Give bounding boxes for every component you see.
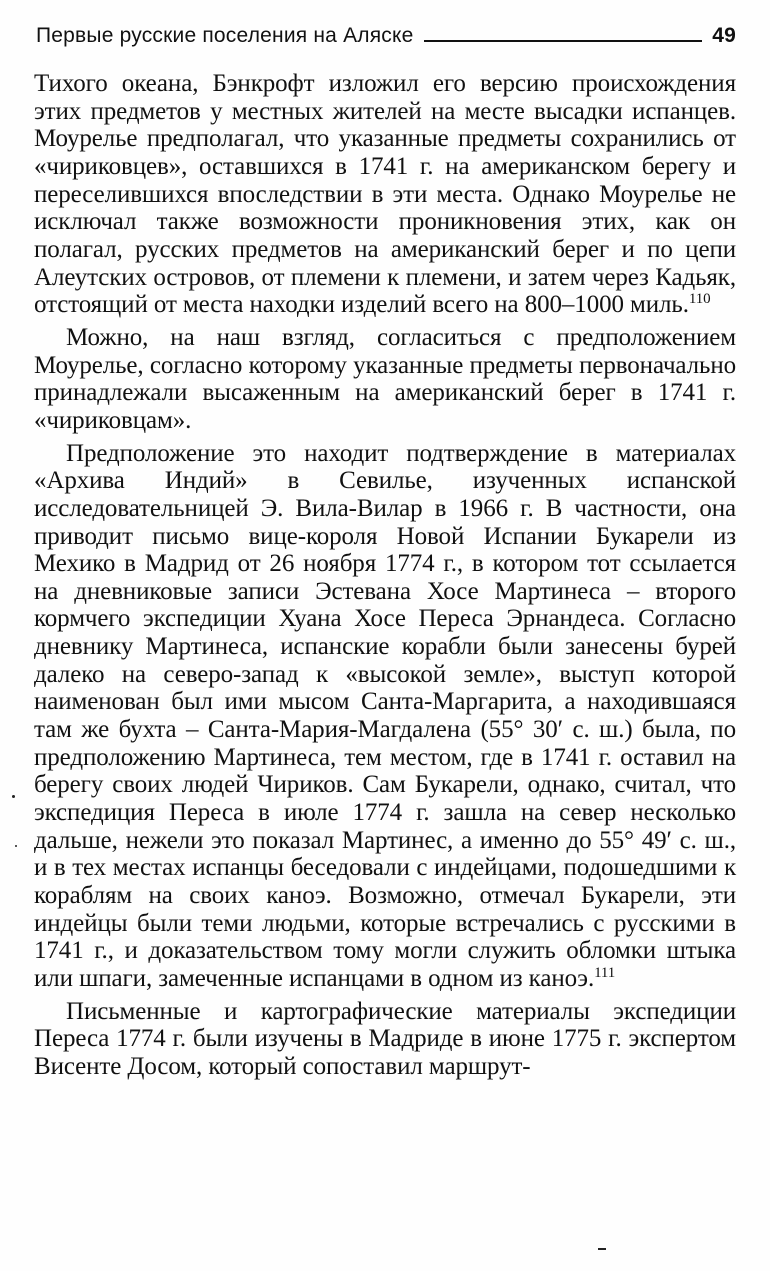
paragraph-text: Предположение это находит подтверждение в материалах «Архива Индий» в Севилье, изученных испанской исследовательницей Э. Вила-Вилар в 1966 г. В частности, она приводит письмо вице-короля Новой Испании Букарели из Мехико в Мадрид от 26 ноября 1774 г., в котором тот ссылается на дневниковые записи Эстевана Хосе Мартинеса – второго кормчего экспедиции Хуана Хосе Переса Эрнандеса. Согласно дневнику Мартинеса, испанские корабли были занесены бурей далеко на северо-запад к «высокой земле», выступ которой наименован был ими мысом Санта-Маргарита, а находившаяся там же бухта – Санта-Мария-Магдалена (55° 30′ с. ш.) была, по предположению Мартинеса, тем местом, где в 1741 г. оставил на берегу своих людей Чириков. Сам Букарели, однако, считал, что экспедиция Переса в июле 1774 г. зашла на север несколько дальше, нежели это показал Мартинес, а именно до 55° 49′ с. ш., и в тех местах испанцы беседовали с индейцами, подошедшими к кораблям на своих каноэ. Возможно, отмечал Букарели, эти индейцы были теми людьми, которые встречались с русскими в 1741 г., и доказательством тому могли служить обломки штыка или шпаги, замеченные испанцами в одном из каноэ. xyxy=(34,439,736,992)
paragraph-text: Тихого океана, Бэнкрофт изложил его версию происхождения этих предметов у местных жителей на месте высадки испанцев. Моурелье предполагал, что указанные предметы сохранились от «чириковцев», оставшихся в 1741 г. на американском берегу и переселившихся впоследствии в эти места. Однако Моурелье не исключал также возможности проникновения этих, как он полагал, русских предметов на американский берег и по цепи Алеутских островов, от племени к племени, и затем через Кадьяк, отстоящий от места находки изделий всего на 800–1000 миль. xyxy=(34,70,736,319)
paragraph-continued xyxy=(34,70,736,319)
header-rule xyxy=(424,40,703,42)
paragraph xyxy=(34,324,736,435)
paragraph-text: Можно, на наш взгляд, согласиться с предположением Моурелье, согласно которому указанные предметы первоначально принадлежали высаженным на американский берег в 1741 г. «чириковцам». xyxy=(34,323,736,434)
footnote-ref: 111 xyxy=(594,965,616,981)
paragraph-text: Письменные и картографические материалы экспедиции Переса 1774 г. были изучены в Мадриде в июне 1775 г. экспертом Висенте Досом, который сопоставил маршрут- xyxy=(34,997,736,1080)
running-header xyxy=(36,14,736,48)
paragraph xyxy=(34,998,736,1081)
page-number: 49 xyxy=(712,24,736,47)
scan-speck xyxy=(12,795,15,798)
paragraph xyxy=(34,440,736,993)
scan-speck xyxy=(598,1248,606,1250)
body-text xyxy=(34,70,736,1086)
scan-speck xyxy=(15,845,17,847)
footnote-ref: 110 xyxy=(688,291,711,308)
running-header-title: Первые русские поселения на Аляске xyxy=(36,24,414,47)
